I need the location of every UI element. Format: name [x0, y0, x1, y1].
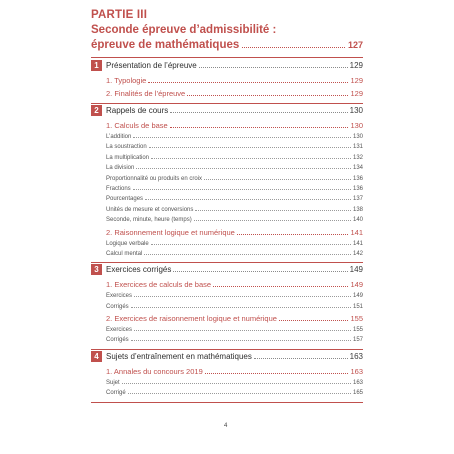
section-divider	[91, 402, 363, 403]
section-heading-page: 130	[349, 106, 363, 115]
dot-leader	[242, 47, 345, 48]
subsection-entry-page: 163	[350, 366, 363, 376]
subsection-entry[interactable]	[91, 280, 363, 293]
dot-leader	[151, 244, 351, 245]
toc-entry-title: La division	[106, 165, 135, 172]
toc-entry-title: Corrigés	[106, 337, 129, 344]
subsection-entry-title: 2. Exercices de raisonnement logique et numérique	[106, 314, 277, 324]
subsection-entry-title: 2. Finalités de l’épreuve	[106, 89, 186, 98]
toc-entry[interactable]	[91, 207, 363, 217]
dot-leader	[136, 168, 351, 169]
section-heading[interactable]	[91, 351, 363, 366]
part-title	[91, 23, 363, 53]
page-number: 4	[224, 423, 228, 429]
section-heading-page: 149	[349, 265, 363, 275]
toc-entry[interactable]	[91, 196, 363, 206]
dot-leader	[187, 95, 348, 96]
toc-entry-page: 165	[352, 390, 363, 397]
toc-entry-page: 151	[352, 303, 363, 310]
toc-entry-title: Fractions	[106, 185, 131, 192]
title-rule	[91, 57, 363, 58]
subsection-entry-title: 1. Exercices de calculs de base	[106, 280, 212, 290]
part-title-line2-row	[91, 38, 363, 53]
toc-entry-title: La multiplication	[106, 154, 150, 161]
dot-leader	[145, 199, 351, 200]
section-number-badge: 4	[91, 351, 102, 362]
dot-leader	[213, 286, 348, 287]
dot-leader	[122, 383, 351, 384]
section-number-badge: 3	[91, 264, 102, 275]
subsection-entry-title: 1. Annales du concours 2019	[106, 366, 203, 376]
toc-entry-page: 155	[352, 327, 363, 334]
part-title-line2: épreuve de mathématiques	[91, 39, 240, 51]
subsection-entry-page: 130	[350, 121, 363, 130]
toc-entry[interactable]	[91, 390, 363, 400]
toc-entry-page: 131	[352, 144, 363, 151]
subsection-entry[interactable]	[91, 367, 363, 380]
toc-section	[91, 105, 363, 263]
subsection-entry[interactable]	[91, 89, 363, 102]
toc-entry-page: 142	[352, 250, 363, 257]
dot-leader	[279, 320, 349, 321]
subsection-entry-page: 129	[350, 89, 363, 98]
dot-leader	[131, 307, 351, 308]
subsection-entry-page: 149	[350, 280, 363, 290]
section-heading-title: Exercices corrigés	[106, 265, 172, 275]
dot-leader	[144, 254, 351, 255]
toc-entry-title: Corrigés	[106, 303, 129, 310]
toc-section	[91, 264, 363, 350]
subsection-entry[interactable]	[91, 76, 363, 89]
subsection-entry-title: 1. Calculs de base	[106, 121, 168, 130]
dot-leader	[170, 127, 349, 128]
toc-entry-page: 136	[352, 185, 363, 192]
toc-entry-title: Pourcentages	[106, 196, 144, 203]
toc-entry-title: Exercices	[106, 293, 133, 300]
toc-entry-title: Proportionnalité ou produits en croix	[106, 175, 203, 182]
dot-leader	[194, 220, 351, 221]
toc-entry[interactable]	[91, 217, 363, 227]
toc-entry-title: Corrigé	[106, 390, 126, 397]
subsection-entry[interactable]	[91, 314, 363, 327]
part-title-line1: Seconde épreuve d’admissibilité :	[91, 24, 277, 36]
dot-leader	[204, 179, 351, 180]
section-heading-title: Rappels de cours	[106, 106, 169, 115]
toc-sections	[91, 60, 363, 404]
toc-entry-page: 163	[352, 379, 363, 386]
subsection-entry-title: 1. Typologie	[106, 76, 147, 85]
dot-leader	[134, 330, 351, 331]
toc-entry[interactable]	[91, 165, 363, 175]
toc-entry[interactable]	[91, 327, 363, 337]
dot-leader	[148, 82, 348, 83]
toc-entry-title: Unités de mesure et conversions	[106, 206, 194, 213]
part-label: PARTIE III	[91, 9, 148, 21]
part-page: 127	[347, 40, 363, 50]
dot-leader	[149, 147, 351, 148]
dot-leader	[170, 112, 347, 113]
section-number-badge: 2	[91, 105, 102, 116]
dot-leader	[133, 189, 351, 190]
toc-entry[interactable]	[91, 155, 363, 165]
section-number-badge: 1	[91, 60, 102, 71]
section-heading-title: Présentation de l’épreuve	[106, 61, 197, 70]
toc-entry[interactable]	[91, 337, 363, 347]
subsection-entry-title: 2. Raisonnement logique et numérique	[106, 227, 235, 237]
dot-leader	[133, 137, 351, 138]
toc-entry-page: 136	[352, 175, 363, 182]
toc-entry-page: 134	[352, 165, 363, 172]
section-heading[interactable]	[91, 105, 363, 120]
dot-leader	[237, 234, 349, 235]
toc-entry-page: 140	[352, 217, 363, 224]
toc-entry[interactable]	[91, 144, 363, 154]
toc-entry[interactable]	[91, 304, 363, 314]
toc-entry[interactable]	[91, 176, 363, 186]
toc-entry[interactable]	[91, 134, 363, 144]
dot-leader	[254, 358, 348, 359]
section-heading[interactable]	[91, 60, 363, 75]
toc-entry[interactable]	[91, 380, 363, 390]
section-heading-page: 129	[349, 61, 363, 70]
toc-entry-page: 149	[352, 293, 363, 300]
dot-leader	[131, 340, 351, 341]
dot-leader	[128, 393, 351, 394]
toc-entry-page: 157	[352, 337, 363, 344]
dot-leader	[205, 373, 349, 374]
toc-entry[interactable]	[91, 251, 363, 261]
subsection-entry-page: 155	[350, 314, 363, 324]
dot-leader	[151, 158, 351, 159]
toc-entry-title: Seconde, minute, heure (temps)	[106, 217, 192, 224]
toc-entry[interactable]	[91, 293, 363, 303]
section-divider	[91, 103, 363, 104]
toc-entry-page: 137	[352, 196, 363, 203]
toc-entry[interactable]	[91, 186, 363, 196]
section-divider	[91, 262, 363, 263]
toc-entry-page: 138	[352, 206, 363, 213]
toc-entry-title: Calcul mental	[106, 250, 143, 257]
section-heading-title: Sujets d’entraînement en mathématiques	[106, 351, 252, 361]
section-heading[interactable]	[91, 264, 363, 279]
toc-entry-title: Exercices	[106, 327, 133, 334]
subsection-entry-page: 141	[350, 227, 363, 237]
subsection-entry-page: 129	[350, 76, 363, 85]
toc-entry-page: 132	[352, 154, 363, 161]
toc-entry-title: L’addition	[106, 134, 132, 140]
dot-leader	[134, 296, 351, 297]
subsection-entry[interactable]	[91, 228, 363, 241]
dot-leader	[195, 210, 351, 211]
dot-leader	[199, 67, 348, 68]
toc-entry-title: La soustraction	[106, 144, 147, 151]
toc-entry-title: Sujet	[106, 379, 120, 386]
section-heading-page: 163	[349, 351, 363, 361]
toc-entry[interactable]	[91, 241, 363, 251]
toc-section	[91, 60, 363, 104]
dot-leader	[173, 271, 347, 272]
subsection-entry[interactable]	[91, 121, 363, 134]
toc-entry-page: 141	[352, 240, 363, 247]
section-divider	[91, 349, 363, 350]
toc-entry-page: 130	[352, 134, 363, 140]
toc-entry-title: Logique verbale	[106, 240, 149, 247]
toc-section	[91, 351, 363, 403]
